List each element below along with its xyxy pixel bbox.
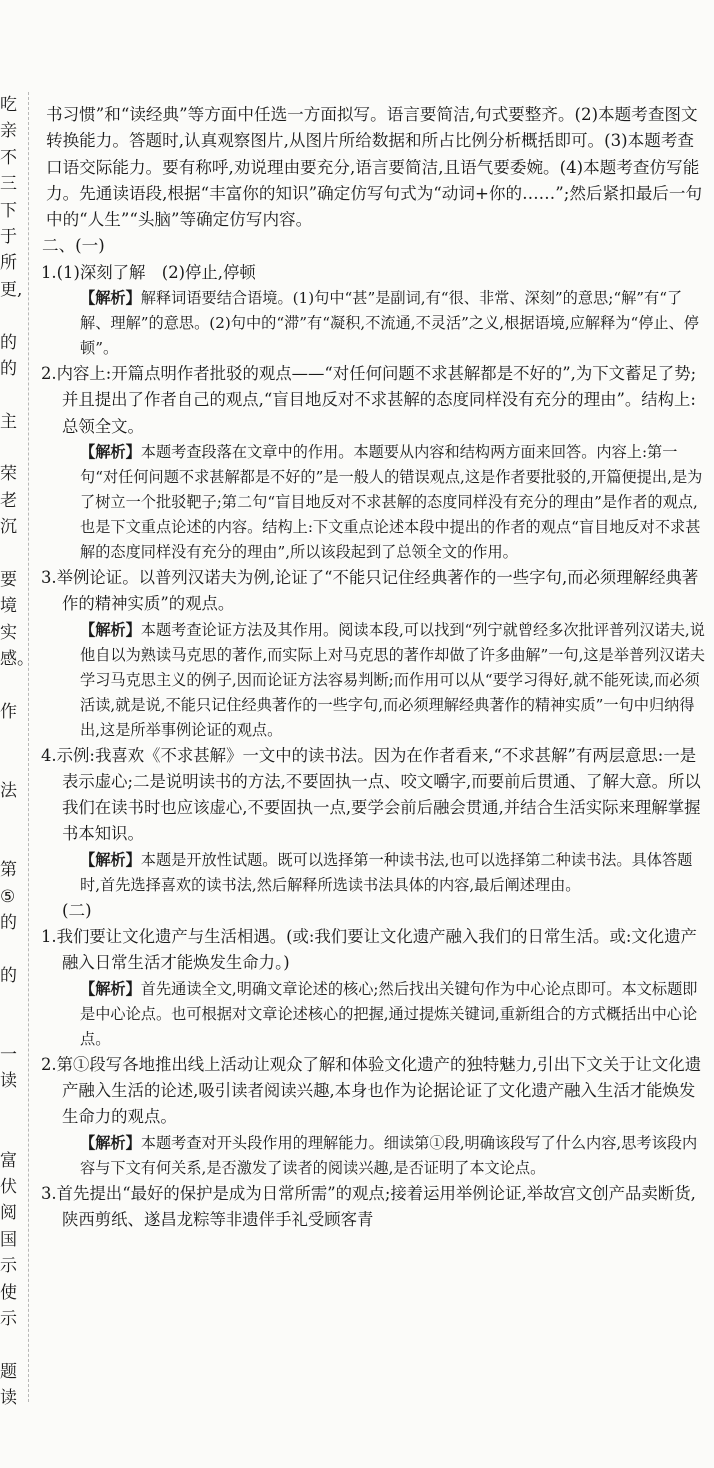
section-heading-part-one: 二、(一) [42, 236, 105, 256]
left-fragment: 下 [0, 200, 17, 221]
left-fragment [0, 937, 22, 963]
left-fragment [0, 989, 22, 1015]
left-fragment: 更, [0, 279, 23, 300]
left-fragment: 国 [0, 1229, 17, 1250]
analysis-paragraph [36, 618, 706, 743]
left-fragment [0, 805, 22, 831]
previous-answer-continuation: 书习惯”和“读经典”等方面中任选一方面拟写。语言要简洁,句式要整齐。(2)本题考查图文转换能力。答题时,认真观察图片,从图片所给数据和所占比例分析概括即可。(3)本题考查口语交际能力。要有称呼,劝说理由要充分,语言要简洁,且语气要委婉。(4)本题考查仿写能力。先通读语段,根据“丰富你的知识”确定仿写句式为“动词+你的……”;然后紧扣最后一句中的“人生”“头脑”等确定仿写内容。 [46, 105, 703, 230]
left-fragment: 老 [0, 490, 17, 511]
left-fragment [0, 673, 22, 699]
left-fragment: 吃 [0, 95, 17, 115]
left-fragment: ⑤ [0, 886, 16, 907]
left-fragment [0, 831, 22, 857]
analysis-paragraph [36, 286, 706, 361]
left-fragment: 富 [0, 1150, 17, 1171]
left-fragment: 荣 [0, 464, 17, 485]
left-fragment [0, 382, 22, 408]
left-fragment: 亲 [0, 121, 17, 142]
left-fragment: 作 [0, 701, 17, 722]
left-fragment: 读 [0, 1071, 17, 1092]
left-fragment: 示 [0, 1308, 17, 1329]
section-heading-part-two: (二) [62, 900, 92, 920]
left-fragment [0, 1095, 22, 1121]
question-answer: 3.举例论证。以普列汉诺夫为例,论证了“不能只记住经典著作的一些字句,而必须理解经典著作的精神实质”的观点。 [41, 567, 699, 614]
analysis-paragraph [36, 1131, 706, 1181]
analysis-paragraph [36, 848, 706, 898]
analysis-text: 本题考查段落在文章中的作用。本题要从内容和结构两方面来回答。内容上:第一句“对任何问题不求甚解都是不好的”是一般人的错误观点,这是作者要批驳的,开篇便提出,是为了树立一个批驳靶子;第二句“盲目地反对不求甚解的态度同样没有充分的理由”是作者的观点,也是下文重点论述的内容。结构上:下文重点论述本段中提出的作者的观点“盲目地反对不求甚解的态度同样没有充分的理由”,所以该段起到了总领全文的作用。 [80, 442, 703, 561]
left-column-fragments [0, 92, 34, 1412]
left-fragment: 一 [0, 1045, 17, 1066]
left-fragment [0, 435, 22, 461]
left-fragment: 沉 [0, 517, 17, 538]
analysis-text: 本题是开放性试题。既可以选择第一种读书法,也可以选择第二种读书法。具体答题时,首先选择喜欢的读书法,然后解释所选读书法具体的内容,最后阐述理由。 [80, 850, 693, 894]
left-fragment [0, 541, 22, 567]
left-fragment: 题 [0, 1361, 17, 1382]
question-answer: 4.示例:我喜欢《不求甚解》一文中的读书法。因为在作者看来,“不求甚解”有两层意思:一是表示虚心;二是说明读书的方法,不要固执一点、咬文嚼字,而要前后贯通、了解大意。所以我们在读书时也应该虚心,不要固执一点,要学会前后融会贯通,并结合生活实际来理解掌握书本知识。 [41, 745, 701, 844]
analysis-text: 首先通读全文,明确文章论述的核心;然后找出关键句作为中心论点即可。本文标题即是中心论点。也可根据对文章论述核心的把握,通过提炼关键词,重新组合的方式概括出中心论点。 [80, 979, 698, 1048]
left-fragment: 境 [0, 596, 17, 617]
left-fragment: 第 [0, 860, 17, 881]
left-fragment: 示 [0, 1256, 17, 1277]
left-fragment: 于 [0, 226, 17, 247]
left-fragment: 要 [0, 570, 17, 591]
question-answer: 2.内容上:开篇点明作者批驳的观点——“对任何问题不求甚解都是不好的”,为下文蓄足了势;并且提出了作者自己的观点,“盲目地反对不求甚解的态度同样没有充分的理由”。结构上:总领全文。 [41, 364, 697, 436]
section-two-questions [36, 924, 706, 1233]
question-answer: 3.首先提出“最好的保护是成为日常所需”的观点;接着运用举例论证,举故宫文创产品卖断货,陕西剪纸、遂昌龙粽等非遗伴手礼受顾客青 [41, 1183, 696, 1229]
left-fragment: 感。 [0, 649, 34, 670]
left-fragment [0, 1016, 22, 1042]
left-fragment [0, 752, 22, 778]
left-fragment: 阅 [0, 1203, 17, 1224]
left-fragment: 所 [0, 253, 17, 274]
section-one-questions [36, 260, 706, 898]
left-fragment: 的 [0, 332, 17, 353]
question-answer: 1.我们要让文化遗产与生活相遇。(或:我们要让文化遗产融入我们的日常生活。或:文化遗产融入日常生活才能焕发生命力。) [41, 927, 697, 973]
question-answer: 2.第①段写各地推出线上活动让观众了解和体验文化遗产的独特魅力,引出下文关于让文化遗产融入生活的论述,吸引读者阅读兴趣,本身也作为论据论证了文化遗产融入生活才能焕发生命力的观点。 [41, 1054, 702, 1127]
analysis-tag: 【解析】 [80, 442, 141, 461]
analysis-text: 本题考查对开头段作用的理解能力。细读第①段,明确该段写了什么内容,思考该段内容与下文有何关系,是否激发了读者的阅读兴趣,是否证明了本文论点。 [80, 1133, 698, 1177]
analysis-text: 解释词语要结合语境。(1)句中“甚”是副词,有“很、非常、深刻”的意思;“解”有“了解、理解”的意思。(2)句中的“滞”有“凝积,不流通,不灵活”之义,根据语境,应解释为“停止、停顿”。 [80, 289, 699, 358]
left-fragment [0, 725, 22, 751]
left-fragment: 法 [0, 781, 17, 802]
left-fragment: 的 [0, 965, 17, 986]
left-fragment: 实 [0, 622, 17, 643]
left-fragment: 读 [0, 1388, 17, 1409]
analysis-tag: 【解析】 [80, 850, 141, 869]
analysis-paragraph [36, 440, 706, 565]
left-fragment [0, 1121, 22, 1147]
analysis-tag: 【解析】 [80, 289, 141, 308]
left-fragment: 不 [0, 147, 17, 168]
left-fragment: 使 [0, 1282, 17, 1303]
column-divider [28, 92, 29, 1402]
analysis-paragraph [36, 977, 706, 1052]
left-fragment: 三 [0, 174, 17, 195]
analysis-tag: 【解析】 [80, 1133, 141, 1152]
analysis-text: 本题考查论证方法及其作用。阅读本段,可以找到“列宁就曾经多次批评普列汉诺夫,说他自以为熟读马克思的著作,而实际上对马克思的著作却做了许多曲解”一句,这是举普列汉诺夫学习马克思主义的例子,因而论证方法容易判断;而作用可以从“要学习得好,就不能死读,而必须活读,就是说,不能只记住经典著作的一些字句,而必须理解经典著作的精神实质”一句中归纳得出,这是所举事例论证的观点。 [80, 620, 705, 739]
left-fragment: 的 [0, 913, 17, 934]
analysis-tag: 【解析】 [80, 620, 141, 639]
question-answer: 1.(1)深刻了解 (2)停止,停顿 [41, 262, 256, 282]
answer-column [36, 102, 706, 1233]
left-fragment: 的 [0, 358, 17, 379]
left-fragment [0, 1332, 22, 1358]
analysis-tag: 【解析】 [80, 979, 141, 998]
left-fragment [0, 303, 22, 329]
left-fragment: 主 [0, 411, 17, 432]
left-fragment: 伏 [0, 1177, 17, 1198]
